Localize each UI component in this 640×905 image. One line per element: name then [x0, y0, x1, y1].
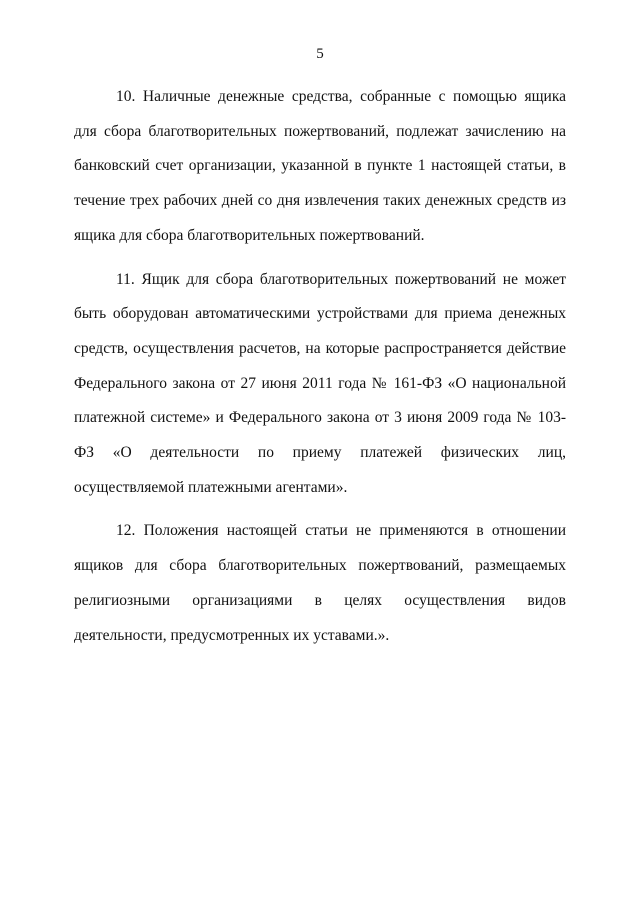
document-body: [74, 80, 566, 653]
paragraph-10: 10. Наличные денежные средства, собранные с помощью ящика для сбора благотворительных пожертвований, подлежат зачислению на банковский счет организации, указанной в пункте 1 настоящей статьи, в течение трех рабочих дней со дня извлечения таких денежных средств из ящика для сбора благотворительных пожертвований.: [74, 88, 566, 244]
page-number: 5: [316, 46, 324, 62]
paragraph-11: 11. Ящик для сбора благотворительных пожертвований не может быть оборудован автоматическими устройствами для приема денежных средств, осуществления расчетов, на которые распространяется действие Федерального закона от 27 июня 2011 года № 161-ФЗ «О национальной платежной системе» и Федерального закона от 3 июня 2009 года № 103-ФЗ «О деятельности по приему платежей физических лиц, осуществляемой платежными агентами».: [74, 270, 566, 496]
paragraph-12: 12. Положения настоящей статьи не применяются в отношении ящиков для сбора благотворительных пожертвований, размещаемых религиозными организациями в целях осуществления видов деятельности, предусмотренных их уставами.».: [74, 522, 566, 644]
